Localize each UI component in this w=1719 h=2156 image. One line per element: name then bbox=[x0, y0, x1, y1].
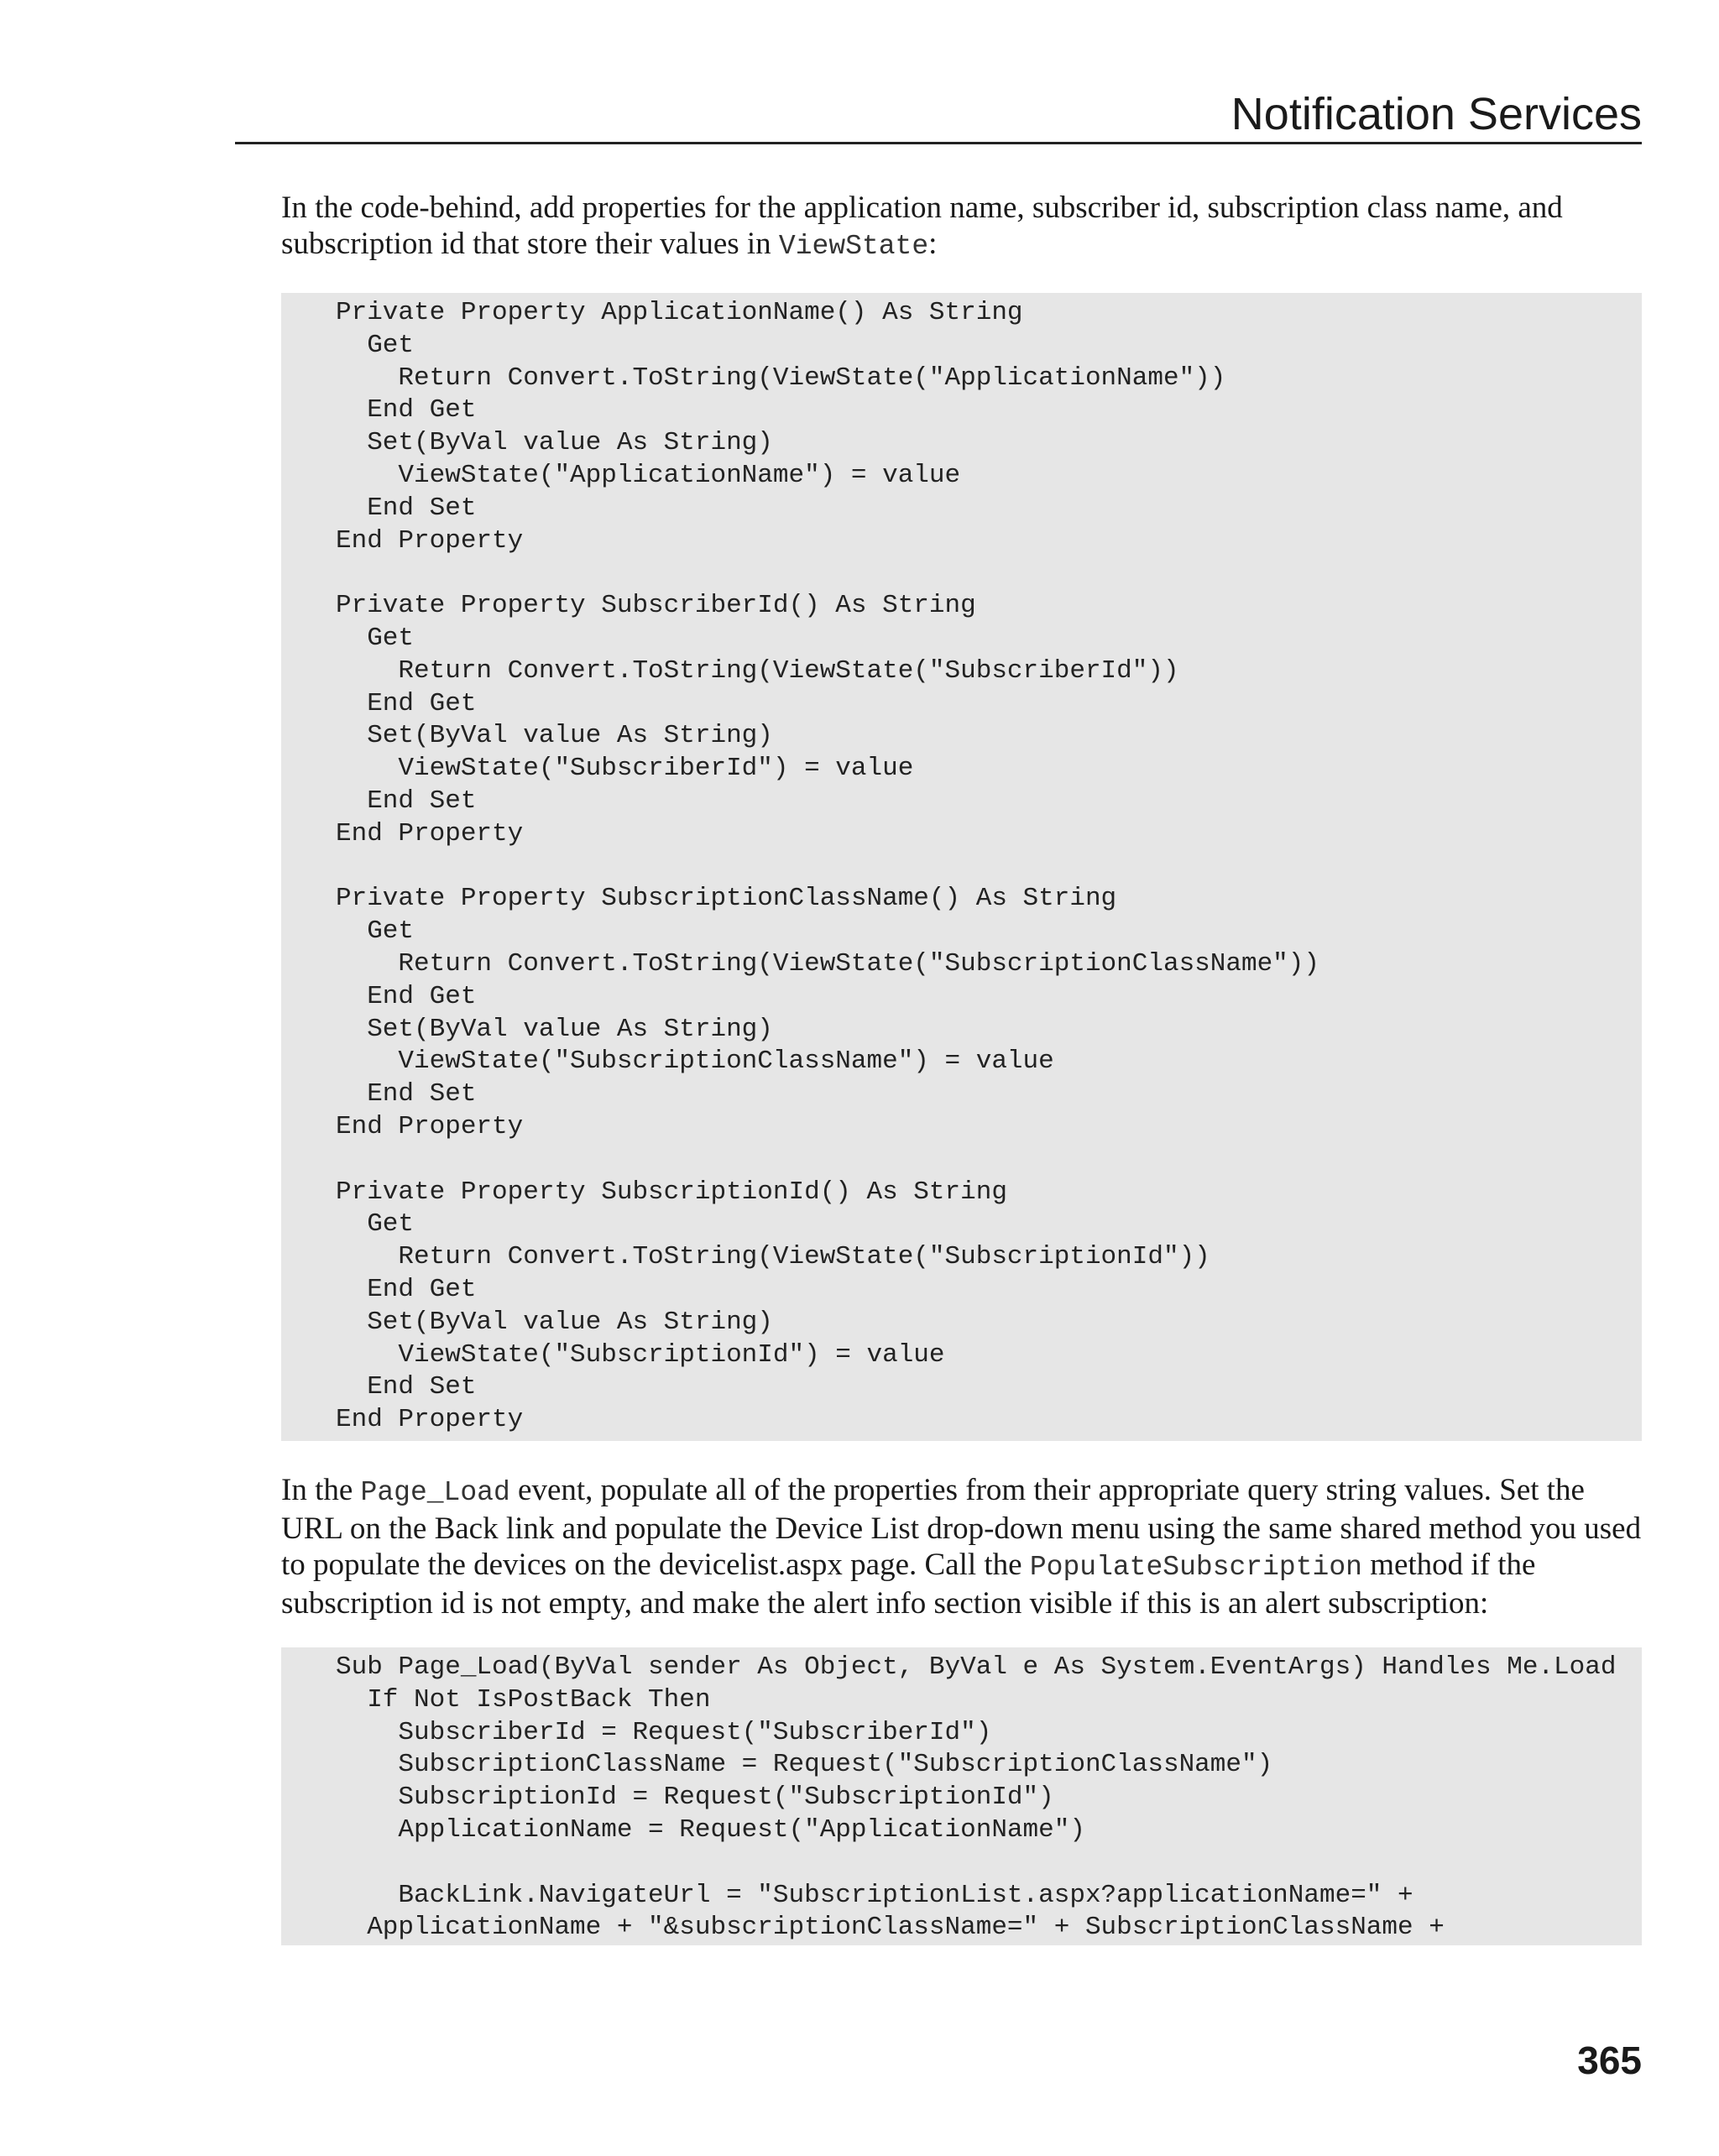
page-load-paragraph bbox=[281, 1472, 1642, 1621]
page-number: 365 bbox=[1577, 2039, 1642, 2082]
code-block-properties bbox=[281, 293, 1642, 1441]
inline-code-viewstate: ViewState bbox=[778, 231, 929, 262]
header-rule bbox=[235, 142, 1642, 144]
inline-code-populate-subscription: PopulateSubscription bbox=[1029, 1552, 1362, 1583]
intro-paragraph bbox=[281, 190, 1642, 264]
page-load-text-3: method if the subscription id is not empty, and make the alert info section visible if this is an alert subscription: bbox=[281, 1548, 1536, 1621]
running-header-title: Notification Services bbox=[1230, 89, 1642, 139]
page-load-text-1: In the bbox=[281, 1473, 361, 1507]
intro-text: In the code-behind, add properties for the application name, subscriber id, subscription class name, and subscription id that store their values in bbox=[281, 191, 1563, 261]
code-listing-properties: Private Property ApplicationName() As String Get Return Convert.ToString(ViewState("ApplicationName")) End Get Set(ByVal value As String) ViewState("ApplicationName") = value End Set End Property Private Property SubscriberId() As String Get Return Convert.ToString(ViewState("SubscriberId")) End Get Set(ByVal value As String) ViewState("SubscriberId") = value End Set End Property Private Property SubscriptionClassName() As String Get Return Convert.ToString(ViewState("SubscriptionClassName")) End Get Set(ByVal value As String) ViewState("SubscriptionClassName") = value End Set End Property Private Property SubscriptionId() As String Get Return Convert.ToString(ViewState("SubscriptionId")) End Get Set(ByVal value As String) ViewState("SubscriptionId") = value End Set End Property bbox=[336, 298, 1319, 1435]
code-block-page-load bbox=[281, 1647, 1642, 1945]
code-listing-page-load: Sub Page_Load(ByVal sender As Object, ByVal e As System.EventArgs) Handles Me.Load If Not IsPostBack Then SubscriberId = Request("SubscriberId") SubscriptionClassName = Request("SubscriptionClassName") SubscriptionId = Request("SubscriptionId") ApplicationName = Request("ApplicationName") BackLink.NavigateUrl = "SubscriptionList.aspx?applicationName=" + ApplicationName + "&subscriptionClassName=" + SubscriptionClassName + bbox=[336, 1652, 1617, 1943]
intro-text-end: : bbox=[928, 227, 938, 261]
inline-code-page-load: Page_Load bbox=[360, 1477, 510, 1508]
page-load-text-2: event, populate all of the properties from their appropriate query string values. Set the URL on the Back link and populate the Device List drop-down menu using the same shared method you used to populate the devices on the devicelist.aspx page. Call the bbox=[281, 1473, 1642, 1582]
